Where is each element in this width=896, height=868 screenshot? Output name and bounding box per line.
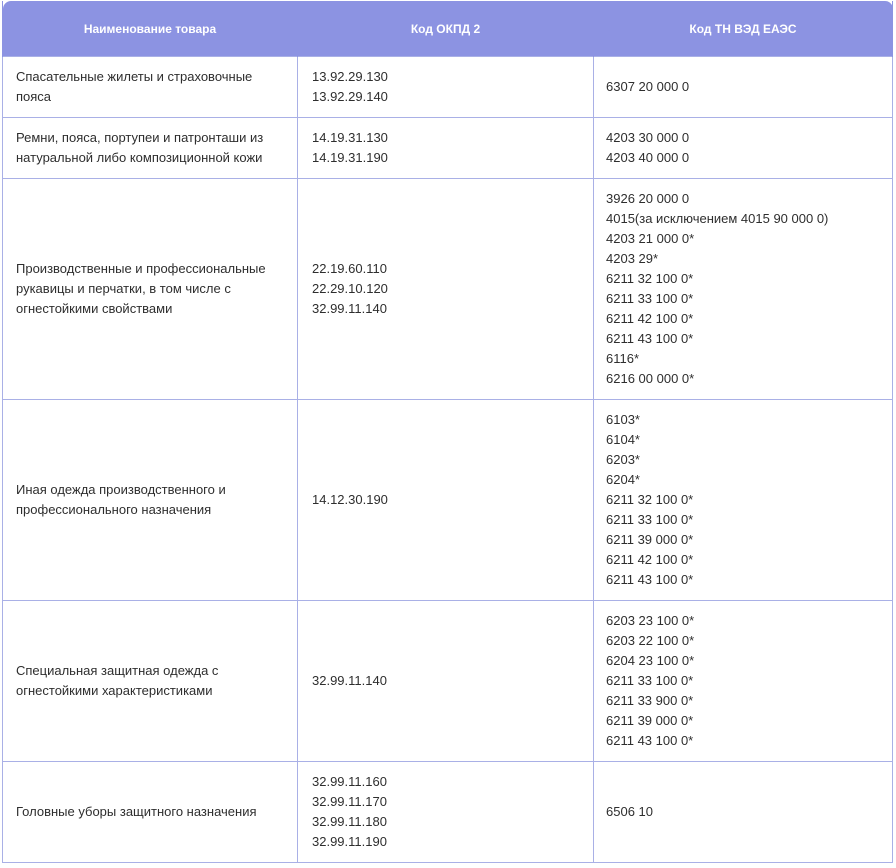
cell-text-line: 6203* xyxy=(606,452,640,467)
cell-text-line: 32.99.11.140 xyxy=(312,301,387,316)
okpd-code-cell xyxy=(298,118,594,179)
cell-text-line: 14.12.30.190 xyxy=(312,492,388,507)
tn-ved-code-cell xyxy=(594,57,893,118)
cell-text-line: рукавицы и перчатки, в том числе с xyxy=(16,281,231,296)
tn-ved-code-cell xyxy=(594,762,893,863)
tn-ved-code-cell xyxy=(594,601,893,762)
cell-text-line: 4203 21 000 0* xyxy=(606,231,695,246)
cell-text-line: 6211 43 100 0* xyxy=(606,733,694,748)
cell-text-line: 32.99.11.140 xyxy=(312,673,387,688)
cell-text-line: 6203 23 100 0* xyxy=(606,613,695,628)
cell-text-line: 6211 33 100 0* xyxy=(606,512,694,527)
cell-text-line: 6211 43 100 0* xyxy=(606,572,694,587)
cell-text-line: 6211 39 000 0* xyxy=(606,713,694,728)
cell-text-line: 6104* xyxy=(606,432,640,447)
okpd-code-cell xyxy=(298,400,594,601)
cell-text-line: натуральной либо композиционной кожи xyxy=(16,150,263,165)
tn-ved-code-cell xyxy=(594,179,893,400)
product-name-cell xyxy=(3,762,298,863)
cell-text-line: 32.99.11.190 xyxy=(312,834,387,849)
okpd-code-cell xyxy=(298,57,594,118)
product-name-cell xyxy=(3,400,298,601)
cell-text-line: пояса xyxy=(16,89,52,104)
cell-text-line: 6211 43 100 0* xyxy=(606,331,694,346)
cell-text-line: 14.19.31.190 xyxy=(312,150,388,165)
cell-text-line: 4203 40 000 0 xyxy=(606,150,690,165)
cell-text-line: 6211 42 100 0* xyxy=(606,311,694,326)
tn-ved-code-cell xyxy=(594,118,893,179)
cell-text-line: 6211 33 900 0* xyxy=(606,693,694,708)
header-tn-ved-code: Код ТН ВЭД ЕАЭС xyxy=(594,1,893,57)
cell-text-line: 6211 32 100 0* xyxy=(606,271,694,286)
cell-text-line: 4203 30 000 0 xyxy=(606,130,690,145)
product-name-cell xyxy=(3,601,298,762)
cell-text-line: 14.19.31.130 xyxy=(312,130,388,145)
table-row xyxy=(3,601,893,762)
cell-text-line: профессионального назначения xyxy=(16,502,212,517)
cell-text-line: 32.99.11.160 xyxy=(312,774,387,789)
cell-text-line: 32.99.11.170 xyxy=(312,794,387,809)
cell-text-line: 6116* xyxy=(606,351,640,366)
cell-text-line: огнестойкими характеристиками xyxy=(16,683,213,698)
table-row xyxy=(3,400,893,601)
cell-text-line: 6103* xyxy=(606,412,640,427)
cell-text-line: 4015(за исключением 4015 90 000 0) xyxy=(606,211,829,226)
okpd-code-cell xyxy=(298,762,594,863)
table-row xyxy=(3,57,893,118)
product-name-cell xyxy=(3,57,298,118)
cell-text-line: 6211 32 100 0* xyxy=(606,492,694,507)
cell-text-line: 13.92.29.130 xyxy=(312,69,388,84)
okpd-code-cell xyxy=(298,601,594,762)
cell-text-line: 6216 00 000 0* xyxy=(606,371,695,386)
table-row xyxy=(3,179,893,400)
cell-text-line: Головные уборы защитного назначения xyxy=(16,804,257,819)
cell-text-line: 6506 10 xyxy=(606,804,653,819)
table-body xyxy=(3,57,893,863)
header-okpd-code: Код ОКПД 2 xyxy=(298,1,594,57)
product-codes-table-container xyxy=(2,1,892,863)
cell-text-line: 13.92.29.140 xyxy=(312,89,388,104)
table-row xyxy=(3,762,893,863)
table-row xyxy=(3,118,893,179)
cell-text-line: 6204 23 100 0* xyxy=(606,653,695,668)
cell-text-line: 32.99.11.180 xyxy=(312,814,387,829)
cell-text-line: 6204* xyxy=(606,472,640,487)
cell-text-line: 4203 29* xyxy=(606,251,659,266)
cell-text-line: 6203 22 100 0* xyxy=(606,633,695,648)
product-name-cell xyxy=(3,118,298,179)
cell-text-line: Специальная защитная одежда с xyxy=(16,663,219,678)
cell-text-line: 6211 39 000 0* xyxy=(606,532,694,547)
cell-text-line: Иная одежда производственного и xyxy=(16,482,226,497)
cell-text-line: Производственные и профессиональные xyxy=(16,261,266,276)
cell-text-line: Ремни, пояса, портупеи и патронташи из xyxy=(16,130,264,145)
okpd-code-cell xyxy=(298,179,594,400)
cell-text-line: Спасательные жилеты и страховочные xyxy=(16,69,253,84)
cell-text-line: 22.29.10.120 xyxy=(312,281,388,296)
cell-text-line: 6211 42 100 0* xyxy=(606,552,694,567)
cell-text-line: 6211 33 100 0* xyxy=(606,291,694,306)
table-header-row xyxy=(3,1,893,57)
tn-ved-code-cell xyxy=(594,400,893,601)
product-codes-table xyxy=(2,1,893,863)
product-name-cell xyxy=(3,179,298,400)
header-product-name: Наименование товара xyxy=(3,1,298,57)
cell-text-line: 6211 33 100 0* xyxy=(606,673,694,688)
cell-text-line: 22.19.60.110 xyxy=(312,261,387,276)
cell-text-line: 3926 20 000 0 xyxy=(606,191,690,206)
cell-text-line: 6307 20 000 0 xyxy=(606,79,690,94)
cell-text-line: огнестойкими свойствами xyxy=(16,301,173,316)
